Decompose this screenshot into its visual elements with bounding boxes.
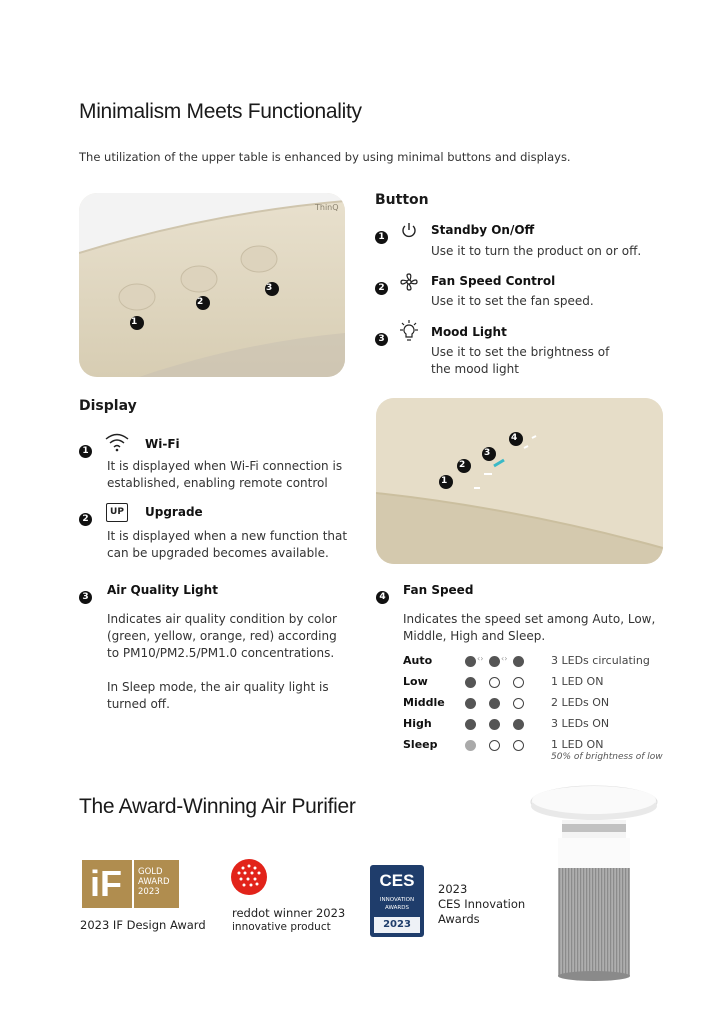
- number-badge: 1: [375, 231, 388, 244]
- fan-speed-desc-1: Indicates the speed set among Auto, Low,: [403, 612, 656, 626]
- awards-title: The Award-Winning Air Purifier: [79, 795, 356, 818]
- led-3: [513, 719, 524, 730]
- led-3: [513, 698, 524, 709]
- upgrade-icon: UP: [106, 503, 128, 522]
- ces-logo-line2: AWARDS: [385, 905, 409, 911]
- fan-row-status: 3 LEDs circulating: [551, 654, 650, 667]
- button-item-fan: [375, 275, 388, 295]
- page-title: Minimalism Meets Functionality: [79, 100, 362, 123]
- fan-icon: [399, 272, 419, 292]
- display-photo-graphic: [376, 398, 663, 564]
- fan-row-label: Sleep: [403, 738, 438, 751]
- circulating-arrows-icon: ‹›: [477, 654, 484, 663]
- fan-row-status: 1 LED ON: [551, 738, 604, 751]
- air-purifier-product-image: [528, 784, 660, 984]
- led-1: [465, 656, 476, 667]
- button-section-title: Button: [375, 192, 429, 208]
- display-item-wifi: [79, 438, 92, 458]
- mood-light-desc-1: Use it to set the brightness of: [431, 345, 610, 359]
- thinq-brand: ThinQ: [315, 203, 339, 212]
- ces-caption-2: CES Innovation: [438, 897, 526, 911]
- if-award-caption: 2023 IF Design Award: [80, 918, 206, 932]
- photo2-callout-3: 3: [484, 448, 491, 458]
- led-1: [465, 698, 476, 709]
- ces-logo-text: CES: [379, 871, 415, 890]
- led-1: [465, 677, 476, 688]
- fan-speed-number: [376, 584, 389, 604]
- led-2: [489, 698, 500, 709]
- led-2: [489, 677, 500, 688]
- photo2-callout-1: 1: [441, 476, 448, 486]
- led-1: [465, 719, 476, 730]
- wifi-icon: [104, 432, 130, 452]
- number-badge: 2: [79, 513, 92, 526]
- fan-row-label: Auto: [403, 654, 433, 667]
- air-quality-p1-line1: Indicates air quality condition by color: [107, 612, 337, 626]
- led-2: [489, 719, 500, 730]
- intro-text: The utilization of the upper table is enhanced by using minimal buttons and displays.: [79, 150, 571, 164]
- wifi-title: Wi-Fi: [145, 437, 180, 451]
- ces-caption-1: 2023: [438, 882, 468, 896]
- mood-light-desc-2: the mood light: [431, 362, 519, 376]
- reddot-line1: reddot winner 2023: [232, 906, 346, 920]
- power-icon: [400, 221, 418, 239]
- if-award-line3: 2023: [138, 887, 160, 897]
- ces-logo-year: 2023: [374, 917, 420, 933]
- photo1-callout-2: 2: [197, 297, 204, 307]
- air-quality-p1-line2: (green, yellow, orange, red) according: [107, 629, 337, 643]
- display-photo: [376, 398, 663, 564]
- fan-row-status: 1 LED ON: [551, 675, 604, 688]
- reddot-logo: [230, 858, 268, 896]
- air-quality-number: [79, 584, 92, 604]
- air-quality-p2-line1: In Sleep mode, the air quality light is: [107, 680, 329, 694]
- if-award-line1: GOLD: [138, 867, 163, 877]
- fan-row-label: Low: [403, 675, 428, 688]
- mood-light-title: Mood Light: [431, 325, 507, 339]
- buttons-photo: [79, 193, 345, 377]
- led-3: [513, 740, 524, 751]
- number-badge: 3: [79, 591, 92, 604]
- number-badge: 2: [375, 282, 388, 295]
- bulb-icon: [398, 320, 420, 344]
- upgrade-desc-1: It is displayed when a new function that: [107, 529, 348, 543]
- if-award-line2: AWARD: [138, 877, 170, 887]
- fan-speed-control-desc: Use it to set the fan speed.: [431, 294, 594, 308]
- led-1: [465, 740, 476, 751]
- fan-speed-control-title: Fan Speed Control: [431, 274, 556, 288]
- reddot-line2: innovative product: [232, 921, 331, 933]
- air-quality-p2-line2: turned off.: [107, 697, 170, 711]
- ces-logo-line1: INNOVATION: [379, 897, 415, 903]
- button-item-mood: [375, 326, 388, 346]
- sleep-note: 50% of brightness of low: [551, 752, 663, 762]
- number-badge: 3: [375, 333, 388, 346]
- led-3: [513, 677, 524, 688]
- fan-speed-title: Fan Speed: [403, 583, 474, 597]
- ces-caption-3: Awards: [438, 912, 480, 926]
- photo1-callout-1: 1: [131, 317, 138, 327]
- fan-speed-desc-2: Middle, High and Sleep.: [403, 629, 546, 643]
- wifi-desc-2: established, enabling remote control: [107, 476, 328, 490]
- led-2: [489, 656, 500, 667]
- fan-row-label: Middle: [403, 696, 445, 709]
- display-section-title: Display: [79, 398, 137, 414]
- air-quality-p1-line3: to PM10/PM2.5/PM1.0 concentrations.: [107, 646, 335, 660]
- standby-title: Standby On/Off: [431, 223, 535, 237]
- fan-row-status: 3 LEDs ON: [551, 717, 610, 730]
- fan-row-status: 2 LEDs ON: [551, 696, 610, 709]
- photo2-callout-4: 4: [511, 433, 518, 443]
- display-item-upgrade: [79, 506, 92, 526]
- buttons-photo-graphic: [79, 193, 345, 377]
- fan-row-label: High: [403, 717, 432, 730]
- photo2-callout-2: 2: [459, 460, 466, 470]
- button-item-standby: [375, 224, 388, 244]
- upgrade-title: Upgrade: [145, 505, 203, 519]
- led-2: [489, 740, 500, 751]
- if-logo-mark: iF: [90, 863, 122, 904]
- wifi-desc-1: It is displayed when Wi-Fi connection is: [107, 459, 343, 473]
- standby-desc: Use it to turn the product on or off.: [431, 244, 642, 258]
- ces-award-logo: [370, 865, 424, 937]
- if-logo-divider: [132, 860, 134, 908]
- air-quality-title: Air Quality Light: [107, 583, 218, 597]
- upgrade-desc-2: can be upgraded becomes available.: [107, 546, 329, 560]
- number-badge: 1: [79, 445, 92, 458]
- number-badge: 4: [376, 591, 389, 604]
- circulating-arrows-icon: ‹›: [501, 654, 508, 663]
- if-award-logo: [82, 860, 179, 908]
- led-3: [513, 656, 524, 667]
- photo1-callout-3: 3: [266, 283, 273, 293]
